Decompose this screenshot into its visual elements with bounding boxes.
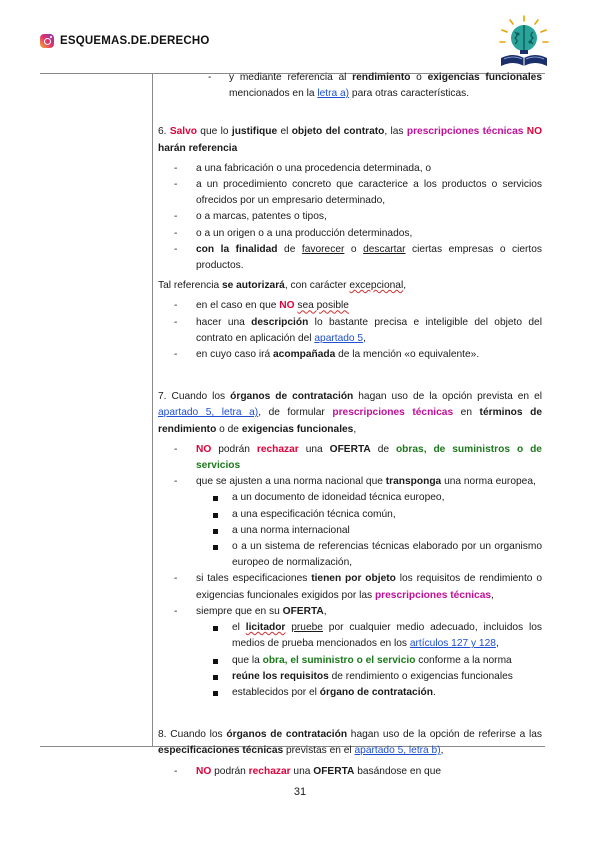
list-item: establecidos por el órgano de contratación. — [158, 685, 542, 701]
link-apartado-5-letra-b[interactable]: apartado 5, letra b) — [354, 745, 441, 757]
section-6-list — [158, 161, 542, 274]
list-item: que la obra, el suministro o el servicio conforme a la norma — [158, 653, 542, 669]
brand-name: ESQUEMAS.DE.DERECHO — [60, 35, 210, 47]
frame-left-rule — [152, 73, 153, 746]
list-item: - siempre que en su OFERTA, — [158, 604, 542, 620]
top-list — [158, 70, 542, 102]
link-apartado-5-letra-a[interactable]: apartado 5, letra a) — [158, 407, 259, 419]
list-item: - con la finalidad de favorecer o descartar ciertas empresas o ciertos productos. — [158, 242, 542, 274]
list-item: el licitador pruebe por cualquier medio adecuado, incluidos los medios de prueba mencionados en los artículos 127 y 128, — [158, 620, 542, 652]
list-item: - NO podrán rechazar una OFERTA basándose en que — [158, 764, 542, 780]
section-8-list — [158, 764, 542, 780]
list-item: - a un procedimiento concreto que caracterice a los productos o servicios ofrecidos por un empresario determinado, — [158, 177, 542, 209]
section-8-paragraph: 8. Cuando los órganos de contratación hagan uso de la opción de referirse a las especificaciones técnicas previstas en el apartado 5, letra b), — [158, 729, 543, 757]
list-item: o a un sistema de referencias técnicas elaborado por un organismo europeo de normalización, — [158, 539, 542, 571]
list-item: - que se ajusten a una norma nacional que transponga una norma europea, — [158, 474, 542, 490]
list-item: - o a un origen o a una producción determinados, — [158, 226, 542, 242]
brain-book-logo — [496, 14, 552, 70]
norma-sublist — [158, 490, 542, 571]
instagram-icon — [40, 34, 54, 48]
list-item: a una especificación técnica común, — [158, 507, 542, 523]
list-item: - NO podrán rechazar una OFERTA de obras, de suministros o de servicios — [158, 442, 542, 474]
list-item: reúne los requisitos de rendimiento o exigencias funcionales — [158, 669, 542, 685]
list-item: - en el caso en que NO sea posible — [158, 298, 542, 314]
list-item: - en cuyo caso irá acompañada de la mención «o equivalente». — [158, 347, 542, 363]
list-item: - a una fabricación o una procedencia determinada, o — [158, 161, 542, 177]
document-content — [158, 70, 542, 780]
header — [40, 28, 210, 54]
link-articulos-127-128[interactable]: artículos 127 y 128 — [409, 638, 496, 650]
list-item: a una norma internacional — [158, 523, 542, 539]
tal-referencia-paragraph: Tal referencia se autorizará, con carácter excepcional, — [158, 280, 407, 292]
list-item: - y mediante referencia al rendimiento o exigencias funcionales mencionados en la letra a) para otras características. — [158, 70, 542, 102]
section-7-list-continued — [158, 571, 542, 620]
section-7-paragraph: 7. Cuando los órganos de contratación hagan uso de la opción prevista en el apartado 5, letra a), de formular prescripciones técnicas en términos de rendimiento o de exigencias funcionales, — [158, 391, 542, 435]
oferta-sublist — [158, 620, 542, 701]
list-item: - si tales especificaciones tienen por objeto los requisitos de rendimiento o exigencias funcionales exigidos por las prescripciones técnicas, — [158, 571, 542, 603]
link-letra-a[interactable]: letra a) — [317, 88, 350, 100]
link-apartado-5[interactable]: apartado 5 — [314, 332, 364, 344]
list-item: a un documento de idoneidad técnica europeo, — [158, 490, 542, 506]
excepcion-list — [158, 298, 542, 363]
list-item: - hacer una descripción lo bastante precisa e inteligible del objeto del contrato en aplicación del apartado 5, — [158, 315, 542, 347]
list-item: - o a marcas, patentes o tipos, — [158, 209, 542, 225]
section-7-list — [158, 442, 542, 491]
page-number: 31 — [293, 786, 307, 798]
section-6-paragraph: 6. Salvo que lo justifique el objeto del contrato, las prescripciones técnicas NO harán referencia — [158, 126, 542, 154]
